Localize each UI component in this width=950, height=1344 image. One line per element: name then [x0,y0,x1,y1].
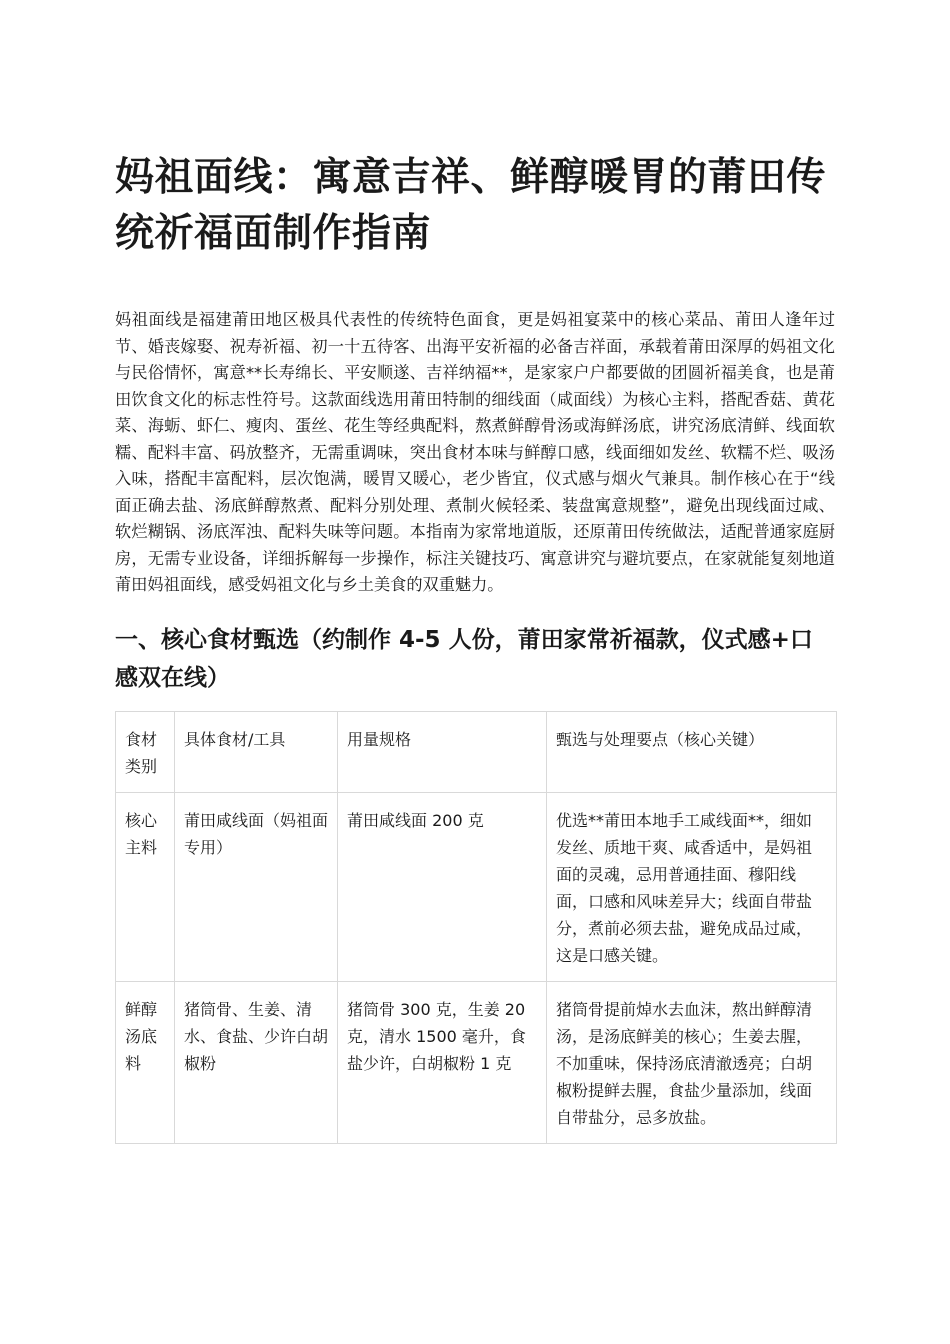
table-header-row [116,711,837,792]
header-items: 具体食材/工具 [175,711,338,792]
cell-category: 核心主料 [116,792,175,981]
document-title: 妈祖面线：寓意吉祥、鲜醇暖胃的莆田传统祈福面制作指南 [115,155,827,256]
table-row [116,792,837,981]
cell-category: 鲜醇汤底料 [116,981,175,1143]
header-notes: 甄选与处理要点（核心关键） [547,711,837,792]
section-heading-ingredients: 一、核心食材甄选（约制作 4-5 人份，莆田家常祈福款，仪式感+口感双在线） [115,626,813,691]
cell-amount: 猪筒骨 300 克，生姜 20 克，清水 1500 毫升，食盐少许，白胡椒粉 1 克 [338,981,547,1143]
document-page [115,150,835,1144]
cell-items: 莆田咸线面（妈祖面专用） [175,792,338,981]
header-category: 食材类别 [116,711,175,792]
cell-notes: 优选**莆田本地手工咸线面**，细如发丝、质地干爽、咸香适中，是妈祖面的灵魂，忌用普通挂面、穆阳线面，口感和风味差异大；线面自带盐分，煮前必须去盐，避免成品过咸，这是口感关键。 [547,792,837,981]
cell-items: 猪筒骨、生姜、清水、食盐、少许白胡椒粉 [175,981,338,1143]
intro-paragraph: 妈祖面线是福建莆田地区极具代表性的传统特色面食，更是妈祖宴菜中的核心菜品、莆田人逢年过节、婚丧嫁娶、祝寿祈福、初一十五待客、出海平安祈福的必备吉祥面，承载着莆田深厚的妈祖文化与民俗情怀，寓意**长寿绵长、平安顺遂、吉祥纳福**，是家家户户都要做的团圆祈福美食，也是莆田饮食文化的标志性符号。这款面线选用莆田特制的细线面（咸面线）为核心主料，搭配香菇、黄花菜、海蛎、虾仁、瘦肉、蛋丝、花生等经典配料，熬煮鲜醇骨汤或海鲜汤底，讲究汤底清鲜、线面软糯、配料丰富、码放整齐，无需重调味，突出食材本味与鲜醇口感，线面细如发丝、软糯不烂、吸汤入味，搭配丰富配料，层次饱满，暖胃又暖心，老少皆宜，仪式感与烟火气兼具。制作核心在于“线面正确去盐、汤底鲜醇熬煮、配料分别处理、煮制火候轻柔、装盘寓意规整”，避免出现线面过咸、软烂糊锅、汤底浑浊、配料失味等问题。本指南为家常地道版，还原莆田传统做法，适配普通家庭厨房，无需专业设备，详细拆解每一步操作，标注关键技巧、寓意讲究与避坑要点，在家就能复刻地道莆田妈祖面线，感受妈祖文化与乡土美食的双重魅力。 [115,310,835,594]
cell-notes: 猪筒骨提前焯水去血沫，熬出鲜醇清汤，是汤底鲜美的核心；生姜去腥，不加重味，保持汤底清澈透亮；白胡椒粉提鲜去腥，食盐少量添加，线面自带盐分，忌多放盐。 [547,981,837,1143]
ingredients-table [115,711,837,1144]
cell-amount: 莆田咸线面 200 克 [338,792,547,981]
header-amount: 用量规格 [338,711,547,792]
table-row [116,981,837,1143]
